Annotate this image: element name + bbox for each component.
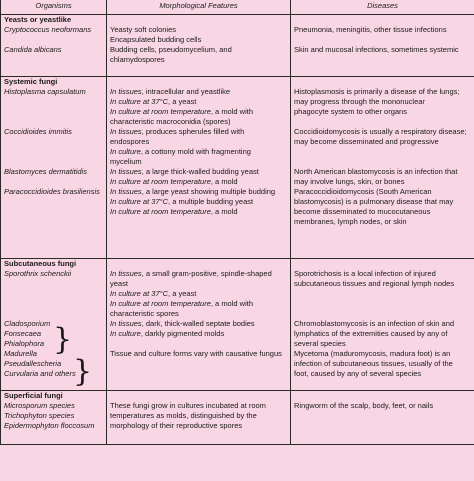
organism-name bbox=[4, 309, 103, 319]
italic-phrase: In culture bbox=[110, 329, 141, 338]
header-organisms: Organisms bbox=[1, 0, 107, 15]
text-phrase: , a cottony mold with fragmenting bbox=[140, 147, 251, 156]
spacer-line bbox=[294, 259, 471, 269]
features-cell bbox=[107, 259, 291, 391]
section-title: Superficial fungi bbox=[4, 391, 63, 400]
text-phrase: yeast bbox=[110, 279, 128, 288]
organism-name bbox=[4, 157, 103, 167]
text-line bbox=[110, 157, 287, 167]
text-phrase: North American blastomycosis is an infection that bbox=[294, 167, 458, 176]
text-phrase: phagocyte system to other organs bbox=[294, 107, 407, 116]
italic-phrase: In culture at 37°C bbox=[110, 197, 169, 206]
text-phrase: foot, caused by any of several species bbox=[294, 369, 422, 378]
text-line bbox=[294, 127, 471, 137]
text-phrase: chlamydospores bbox=[110, 55, 165, 64]
text-line bbox=[110, 127, 287, 137]
spacer-line bbox=[294, 77, 471, 87]
organism-name bbox=[4, 299, 103, 309]
text-phrase: , intracellular and yeastlike bbox=[141, 87, 231, 96]
grouping-brace: } bbox=[73, 354, 93, 389]
organism-name: Paracoccidioides brasiliensis bbox=[4, 187, 100, 196]
organism-name: Blastomyces dermatitidis bbox=[4, 167, 87, 176]
text-phrase: blastomycosis) is a pulmonary disease that may bbox=[294, 197, 454, 206]
text-phrase: Mycetoma (maduromycosis, madura foot) is an bbox=[294, 349, 451, 358]
text-phrase: Budding cells, pseudomycelium, and bbox=[110, 45, 232, 54]
organism-name: Curvularia and others bbox=[4, 369, 76, 378]
italic-phrase: In tissues bbox=[110, 167, 142, 176]
text-line bbox=[294, 87, 471, 97]
text-line bbox=[110, 197, 287, 207]
text-line bbox=[294, 35, 471, 45]
text-line bbox=[110, 97, 287, 107]
organism-name bbox=[4, 289, 103, 299]
text-line bbox=[110, 167, 287, 177]
text-phrase: Encapsulated budding cells bbox=[110, 35, 202, 44]
organisms-cell bbox=[1, 15, 107, 77]
text-line bbox=[110, 339, 287, 349]
text-line bbox=[110, 279, 287, 289]
text-phrase: mycelium bbox=[110, 157, 142, 166]
text-phrase: , a large yeast showing multiple budding bbox=[141, 187, 276, 196]
text-phrase: , a multiple budding yeast bbox=[168, 197, 254, 206]
italic-phrase: In culture bbox=[110, 147, 141, 156]
diseases-cell bbox=[291, 259, 474, 391]
text-line bbox=[294, 97, 471, 107]
text-line bbox=[294, 299, 471, 309]
text-phrase: Yeasty soft colonies bbox=[110, 25, 177, 34]
text-phrase: These fungi grow in cultures incubated at room bbox=[110, 401, 266, 410]
organism-name: Madurella bbox=[4, 349, 37, 358]
organism-name bbox=[4, 107, 103, 117]
text-line bbox=[110, 401, 287, 411]
spacer-line bbox=[294, 15, 471, 25]
text-line bbox=[110, 25, 287, 35]
text-line bbox=[110, 207, 287, 217]
header-diseases: Diseases bbox=[291, 0, 474, 15]
text-line bbox=[110, 421, 287, 431]
text-phrase: Tissue and culture forms vary with causative fungus bbox=[110, 349, 282, 358]
text-phrase: , a large thick-walled budding yeast bbox=[141, 167, 259, 176]
text-line bbox=[294, 137, 471, 147]
text-phrase: characteristic spores bbox=[110, 309, 179, 318]
text-phrase: endospores bbox=[110, 137, 150, 146]
text-line bbox=[110, 35, 287, 45]
section-row bbox=[1, 15, 474, 77]
section-row bbox=[1, 259, 474, 391]
text-line bbox=[294, 197, 471, 207]
text-line bbox=[294, 107, 471, 117]
organism-name bbox=[4, 97, 103, 107]
text-line bbox=[110, 107, 287, 117]
text-line bbox=[294, 117, 471, 127]
text-phrase: morphology of their reproductive spores bbox=[110, 421, 243, 430]
text-line bbox=[294, 401, 471, 411]
italic-phrase: In tissues bbox=[110, 87, 142, 96]
text-line bbox=[294, 167, 471, 177]
organism-name: Epidermophyton floccosum bbox=[4, 421, 95, 430]
text-line bbox=[294, 349, 471, 359]
text-line bbox=[294, 329, 471, 339]
text-phrase: , dark, thick-walled septate bodies bbox=[141, 319, 255, 328]
organisms-cell bbox=[1, 77, 107, 259]
text-phrase: Skin and mucosal infections, sometimes systemic bbox=[294, 45, 459, 54]
organisms-cell bbox=[1, 391, 107, 445]
section-row bbox=[1, 391, 474, 445]
text-phrase: may become disseminated and progressive bbox=[294, 137, 439, 146]
italic-phrase: In culture at 37°C bbox=[110, 289, 169, 298]
grouping-brace: } bbox=[53, 322, 73, 357]
text-phrase: may progress through the mononuclear bbox=[294, 97, 425, 106]
text-line bbox=[294, 157, 471, 167]
text-line bbox=[294, 309, 471, 319]
text-phrase: , produces spherules filled with bbox=[141, 127, 245, 136]
text-line bbox=[110, 269, 287, 279]
diseases-cell bbox=[291, 391, 474, 445]
spacer-line bbox=[110, 77, 287, 87]
text-line bbox=[294, 45, 471, 55]
text-line bbox=[110, 55, 287, 65]
text-line bbox=[110, 299, 287, 309]
text-line bbox=[110, 349, 287, 359]
text-phrase: become disseminated to mucocutaneous bbox=[294, 207, 431, 216]
text-phrase: Histoplasmosis is primarily a disease of the lungs; bbox=[294, 87, 460, 96]
text-phrase: , a yeast bbox=[168, 97, 197, 106]
text-phrase: Ringworm of the scalp, body, feet, or nails bbox=[294, 401, 434, 410]
text-line bbox=[110, 289, 287, 299]
organism-name: Sporothrix schenckii bbox=[4, 269, 72, 278]
text-line bbox=[110, 309, 287, 319]
organism-name: Pseudallescheria bbox=[4, 359, 62, 368]
organism-name: Microsporum species bbox=[4, 401, 75, 410]
text-phrase: , a mold bbox=[210, 177, 238, 186]
diseases-cell bbox=[291, 77, 474, 259]
italic-phrase: In tissues bbox=[110, 187, 142, 196]
text-phrase: temperatures as molds, distinguished by the bbox=[110, 411, 257, 420]
text-line bbox=[110, 87, 287, 97]
organism-name: Histoplasma capsulatum bbox=[4, 87, 86, 96]
organism-name: Cladosporium bbox=[4, 319, 51, 328]
spacer-line bbox=[110, 391, 287, 401]
features-cell bbox=[107, 15, 291, 77]
text-line bbox=[294, 269, 471, 279]
text-line bbox=[294, 147, 471, 157]
organism-name bbox=[4, 35, 103, 45]
italic-phrase: In culture at 37°C bbox=[110, 97, 169, 106]
text-line bbox=[294, 359, 471, 369]
header-row bbox=[1, 0, 474, 15]
text-phrase: may involve lungs, skin, or bones bbox=[294, 177, 405, 186]
text-line bbox=[294, 25, 471, 35]
text-phrase: Chromoblastomycosis is an infection of skin and bbox=[294, 319, 455, 328]
organism-name: Fonsecaea bbox=[4, 329, 42, 338]
spacer-line bbox=[110, 259, 287, 269]
text-phrase: membranes, lymph nodes, or skin bbox=[294, 217, 407, 226]
text-phrase: Paracoccidioidomycosis (South American bbox=[294, 187, 432, 196]
text-phrase: characteristic macroconidia (spores) bbox=[110, 117, 231, 126]
text-phrase: subcutaneous tissues and regional lymph nodes bbox=[294, 279, 455, 288]
text-line bbox=[110, 117, 287, 127]
text-phrase: lymphatics of the extremities caused by any of bbox=[294, 329, 448, 338]
italic-phrase: In culture at room temperature bbox=[110, 207, 211, 216]
organism-name bbox=[4, 147, 103, 157]
organism-name: Candida albicans bbox=[4, 45, 62, 54]
italic-phrase: In tissues bbox=[110, 127, 142, 136]
header-morphological-features: Morphological Features bbox=[107, 0, 291, 15]
text-phrase: , a yeast bbox=[168, 289, 197, 298]
section-row bbox=[1, 77, 474, 259]
text-phrase: infection of subcutaneous tissues, usually of the bbox=[294, 359, 453, 368]
text-phrase: , a mold with bbox=[210, 299, 253, 308]
text-phrase: Pneumonia, meningitis, other tissue infections bbox=[294, 25, 447, 34]
text-line bbox=[294, 339, 471, 349]
text-line bbox=[110, 329, 287, 339]
italic-phrase: In tissues bbox=[110, 319, 142, 328]
text-line bbox=[294, 289, 471, 299]
text-line bbox=[294, 319, 471, 329]
organism-name: Phialophora bbox=[4, 339, 45, 348]
spacer-line bbox=[110, 15, 287, 25]
italic-phrase: In tissues bbox=[110, 269, 142, 278]
spacer-line bbox=[294, 391, 471, 401]
text-line bbox=[110, 177, 287, 187]
italic-phrase: In culture at room temperature bbox=[110, 299, 211, 308]
text-line bbox=[294, 279, 471, 289]
italic-phrase: In culture at room temperature bbox=[110, 177, 211, 186]
section-title: Yeasts or yeastlike bbox=[4, 15, 72, 24]
organism-name: Coccidioides immitis bbox=[4, 127, 72, 136]
organisms-cell bbox=[1, 259, 107, 391]
text-line bbox=[294, 207, 471, 217]
text-phrase: , darkly pigmented molds bbox=[140, 329, 225, 338]
text-line bbox=[110, 187, 287, 197]
text-line bbox=[110, 45, 287, 55]
features-cell bbox=[107, 391, 291, 445]
organism-name bbox=[4, 137, 103, 147]
diseases-cell bbox=[291, 15, 474, 77]
text-line bbox=[110, 411, 287, 421]
text-phrase: , a small gram-positive, spindle-shaped bbox=[141, 269, 272, 278]
organism-name bbox=[4, 177, 103, 187]
text-line bbox=[294, 187, 471, 197]
italic-phrase: In culture at room temperature bbox=[110, 107, 211, 116]
text-phrase: Sporotrichosis is a local infection of injured bbox=[294, 269, 436, 278]
text-phrase: , a mold bbox=[210, 207, 238, 216]
text-line bbox=[294, 369, 471, 379]
text-phrase: Coccidioidomycosis is usually a respiratory disease; bbox=[294, 127, 467, 136]
organism-name: Cryptococcus neoformans bbox=[4, 25, 92, 34]
section-title: Subcutaneous fungi bbox=[4, 259, 77, 268]
text-line bbox=[110, 319, 287, 329]
features-cell bbox=[107, 77, 291, 259]
text-line bbox=[110, 137, 287, 147]
section-title: Systemic fungi bbox=[4, 77, 58, 86]
text-phrase: , a mold with bbox=[210, 107, 253, 116]
organism-name bbox=[4, 117, 103, 127]
organism-name bbox=[4, 279, 103, 289]
text-phrase: several species bbox=[294, 339, 346, 348]
text-line bbox=[294, 177, 471, 187]
text-line bbox=[294, 217, 471, 227]
text-line bbox=[110, 147, 287, 157]
organism-name: Trichophyton species bbox=[4, 411, 75, 420]
